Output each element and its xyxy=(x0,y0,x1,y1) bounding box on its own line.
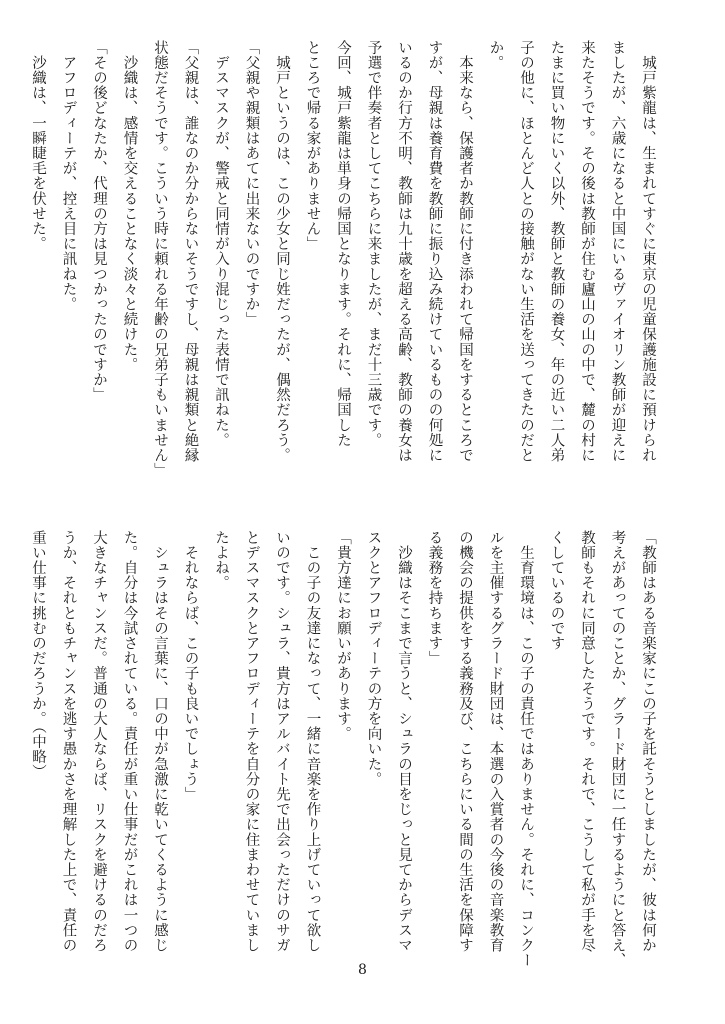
text-column: 重い仕事に挑むのだろうか。（中略） xyxy=(30,530,46,780)
text-column: それならば、この子も良いでしょう」 xyxy=(182,530,199,802)
text-column: 沙織は、感情を交えることなく淡々と続けた。 xyxy=(121,40,138,373)
text-column: 「父親は、誰なのか分からないそうですし、母親は親類と絶縁 xyxy=(182,40,199,463)
text-column: 沙織は、一瞬睫毛を伏せた。 xyxy=(30,40,46,252)
text-column: 状態だそうです。こういう時に頼れる年齢の兄弟子もいません」 xyxy=(152,40,168,478)
text-column: くしているのです xyxy=(548,530,565,651)
text-column: る義務を持ちます」 xyxy=(426,530,443,666)
text-column: か。 xyxy=(487,40,504,71)
text-column: 「貴方達にお願いがあります。 xyxy=(335,530,351,742)
text-column: 来たそうです。その後は教師が住む廬山の山の中で、麓の村に xyxy=(579,40,595,463)
text-block-top xyxy=(23,40,664,478)
text-column: この子の友達になって、一緒に音楽を作り上げていって欲し xyxy=(304,530,321,953)
page-number: 8 xyxy=(358,962,367,978)
text-column: たまに買い物にいく以外、教師と教師の養女、年の近い二人弟 xyxy=(548,40,565,463)
text-column: うか、それともチャンスを逃す愚かさを理解した上で、責任の xyxy=(60,530,77,953)
text-column: の機会の提供をする義務及び、こちらにいる間の生活を保障す xyxy=(457,530,473,953)
text-column: 今回、城戸紫龍は単身の帰国となります。それに、帰国した xyxy=(335,40,351,448)
text-column: 大きなチャンスだ。普通の大人ならば、リスクを避けるのだろ xyxy=(91,530,107,953)
text-column: 教師もそれに同意したそうです。それで、こうして私が手を尽 xyxy=(579,530,595,953)
text-column: 「その後どなたか、代理の方は見つかったのですか」 xyxy=(91,40,107,403)
text-column: たよね。 xyxy=(213,530,229,591)
text-column: 「父親や親類はあてに出来ないのですか」 xyxy=(243,40,260,327)
text-column: 「教師はある音楽家にこの子を託そうとしましたが、彼は何か xyxy=(640,530,656,953)
text-block-bottom xyxy=(23,530,664,968)
text-column: 考えがあってのことか、グラード財団に一任するようにと答え、 xyxy=(609,530,626,968)
text-column: 子の他に、ほとんど人との接触がない生活を送ってきたのだと xyxy=(518,40,534,463)
text-column: 生育環境は、この子の責任ではありません。それに、コンクー xyxy=(518,530,534,968)
text-column: 城戸というのは、この少女と同じ姓だったが、偶然だろう。 xyxy=(274,40,290,463)
text-column: とデスマスクとアフロディーテを自分の家に住まわせていまし xyxy=(243,530,260,953)
text-column: アフロディーテが、控え目に訊ねた。 xyxy=(60,40,77,312)
text-column: すが、母親は養育費を教師に振り込み続けているものの何処に xyxy=(426,40,443,463)
text-column: ところで帰る家がありません」 xyxy=(304,40,321,252)
text-column: ルを主催するグラード財団は、本選の入賞者の今後の音楽教育 xyxy=(487,530,504,953)
text-column: ましたが、六歳になると中国にいるヴァイオリン教師が迎えに xyxy=(609,40,626,463)
text-column: スクとアフロディーテの方を向いた。 xyxy=(365,530,382,787)
text-column: 予選で伴奏者としてこちらに来ましたが、まだ十三歳です。 xyxy=(365,40,382,448)
text-column: デスマスクが、警戒と同情が入り混じった表情で訊ねた。 xyxy=(213,40,229,448)
text-column: いのです。シュラ、貴方はアルバイト先で出会っただけのサガ xyxy=(274,530,290,953)
text-column: シュラはその言葉に、口の中が急激に乾いてくるように感じ xyxy=(152,530,168,953)
text-column: た。自分は今試されている。責任が重い仕事だがこれは一つの xyxy=(121,530,138,953)
text-column: 城戸紫龍は、生まれてすぐに東京の児童保護施設に預けられ xyxy=(640,40,656,463)
text-column: 本来なら、保護者か教師に付き添われて帰国をするところで xyxy=(457,40,473,463)
text-column: 沙織はそこまで言うと、シュラの目をじっと見てからデスマ xyxy=(396,530,412,953)
text-column: いるのか行方不明、教師は九十歳を超える高齢、教師の養女は xyxy=(396,40,412,463)
